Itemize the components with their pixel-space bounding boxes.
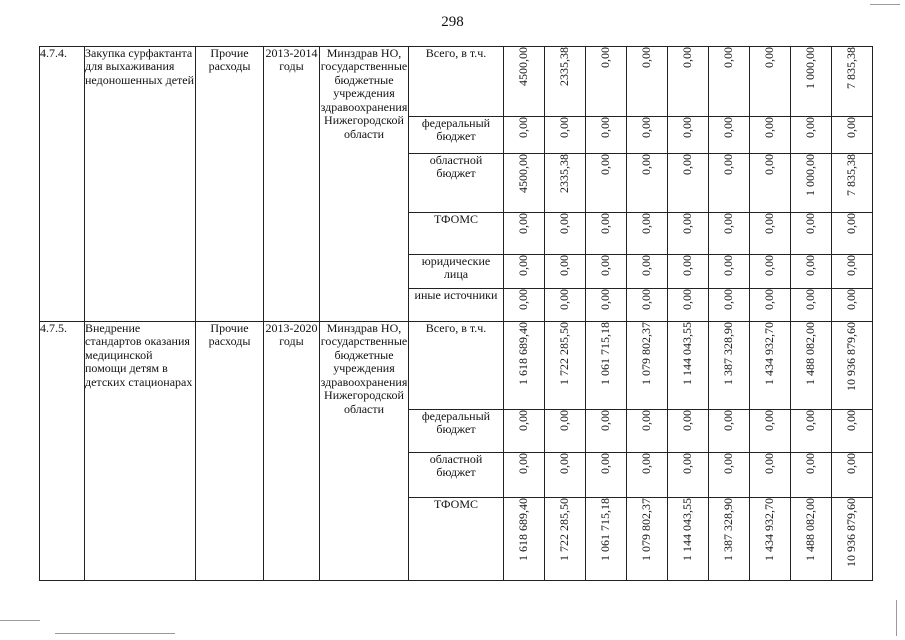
amount-value: 0,00 (639, 117, 654, 138)
amount-cell (832, 154, 873, 213)
amount-cell (668, 322, 709, 410)
funding-source-label: Всего, в т.ч. (409, 47, 504, 117)
amount-value: 0,00 (598, 453, 613, 474)
item-number: 4.7.5. (40, 322, 85, 581)
amount-cell (627, 498, 668, 581)
amount-value: 0,00 (598, 117, 613, 138)
amount-cell (668, 410, 709, 453)
amount-value: 0,00 (721, 213, 736, 234)
amount-cell (545, 213, 586, 255)
amount-value: 0,00 (762, 213, 777, 234)
amount-cell (750, 498, 791, 581)
amount-cell (668, 289, 709, 322)
funding-source-label: ТФОМС (409, 498, 504, 581)
amount-value: 0,00 (598, 255, 613, 276)
amount-cell (832, 117, 873, 154)
amount-value: 1 061 715,18 (598, 322, 613, 385)
amount-cell (709, 289, 750, 322)
amount-value: 10 936 879,60 (844, 322, 859, 391)
scan-edge-mark (870, 4, 900, 5)
amount-value: 0,00 (680, 255, 695, 276)
scan-edge-mark (55, 633, 175, 634)
funding-source-label: федеральный бюджет (409, 117, 504, 154)
amount-cell (586, 117, 627, 154)
amount-value: 1 079 802,37 (639, 322, 654, 385)
amount-cell (586, 289, 627, 322)
amount-cell (668, 453, 709, 498)
amount-cell (750, 213, 791, 255)
amount-cell (750, 289, 791, 322)
amount-cell (832, 289, 873, 322)
amount-cell (627, 289, 668, 322)
amount-value: 0,00 (680, 154, 695, 175)
amount-cell (709, 255, 750, 289)
amount-cell (545, 498, 586, 581)
amount-cell (668, 154, 709, 213)
amount-value: 0,00 (680, 213, 695, 234)
amount-value: 2335,38 (557, 154, 572, 193)
amount-value: 1 387 328,90 (721, 322, 736, 385)
executor: Минздрав НО, государственные бюджетные учреждения здравоохранения Нижегородской области (320, 322, 409, 581)
table-row (40, 47, 873, 117)
amount-value: 0,00 (762, 154, 777, 175)
amount-cell (791, 289, 832, 322)
amount-value: 0,00 (516, 453, 531, 474)
amount-cell (545, 47, 586, 117)
amount-cell (504, 322, 545, 410)
amount-value: 0,00 (557, 255, 572, 276)
amount-value: 0,00 (844, 255, 859, 276)
amount-cell (668, 498, 709, 581)
amount-value: 1 618 689,40 (516, 322, 531, 385)
amount-value: 0,00 (803, 453, 818, 474)
amount-value: 0,00 (844, 410, 859, 431)
amount-value: 0,00 (680, 453, 695, 474)
expense-type: Прочие расходы (196, 47, 264, 322)
amount-cell (627, 255, 668, 289)
amount-value: 0,00 (557, 410, 572, 431)
amount-value: 1 722 285,50 (557, 322, 572, 385)
amount-value: 0,00 (639, 47, 654, 68)
funding-source-label: областной бюджет (409, 154, 504, 213)
amount-value: 0,00 (721, 117, 736, 138)
amount-value: 0,00 (721, 47, 736, 68)
amount-cell (545, 453, 586, 498)
amount-value: 0,00 (680, 410, 695, 431)
amount-value: 1 488 082,00 (803, 498, 818, 561)
amount-cell (709, 117, 750, 154)
amount-value: 4500,00 (516, 154, 531, 193)
amount-cell (750, 453, 791, 498)
amount-cell (832, 213, 873, 255)
amount-cell (668, 117, 709, 154)
amount-value: 0,00 (557, 289, 572, 310)
amount-cell (832, 47, 873, 117)
amount-value: 0,00 (803, 255, 818, 276)
amount-value: 0,00 (639, 154, 654, 175)
amount-cell (791, 117, 832, 154)
table-row (40, 322, 873, 410)
amount-cell (750, 322, 791, 410)
amount-cell (627, 154, 668, 213)
item-name: Внедрение стандартов оказания медицинской помощи детям в детских стационарах (85, 322, 196, 581)
amount-value: 2335,38 (557, 47, 572, 86)
funding-source-label: областной бюджет (409, 453, 504, 498)
amount-cell (545, 117, 586, 154)
amount-cell (627, 213, 668, 255)
amount-value: 0,00 (598, 47, 613, 68)
amount-cell (668, 255, 709, 289)
amount-value: 1 618 689,40 (516, 498, 531, 561)
amount-value: 1 434 932,70 (762, 322, 777, 385)
period: 2013-2020 годы (264, 322, 320, 581)
amount-value: 0,00 (762, 410, 777, 431)
amount-cell (504, 255, 545, 289)
amount-value: 0,00 (598, 213, 613, 234)
amount-value: 0,00 (639, 255, 654, 276)
amount-cell (504, 154, 545, 213)
amount-cell (709, 410, 750, 453)
amount-value: 0,00 (557, 117, 572, 138)
amount-value: 0,00 (516, 213, 531, 234)
funding-source-label: юридические лица (409, 255, 504, 289)
amount-value: 1 079 802,37 (639, 498, 654, 561)
amount-value: 0,00 (516, 289, 531, 310)
amount-value: 0,00 (844, 117, 859, 138)
amount-cell (791, 498, 832, 581)
amount-cell (709, 322, 750, 410)
amount-cell (709, 154, 750, 213)
amount-cell (504, 117, 545, 154)
amount-cell (668, 213, 709, 255)
amount-value: 0,00 (557, 213, 572, 234)
amount-cell (627, 410, 668, 453)
amount-cell (832, 255, 873, 289)
amount-cell (545, 154, 586, 213)
page-number: 298 (441, 14, 464, 30)
amount-cell (586, 255, 627, 289)
amount-value: 0,00 (639, 213, 654, 234)
amount-value: 0,00 (844, 289, 859, 310)
period: 2013-2014 годы (264, 47, 320, 322)
amount-value: 0,00 (803, 117, 818, 138)
amount-value: 0,00 (844, 213, 859, 234)
amount-value: 0,00 (762, 47, 777, 68)
amount-value: 0,00 (721, 255, 736, 276)
amount-value: 7 835,38 (844, 47, 859, 89)
amount-cell (586, 410, 627, 453)
scan-edge-mark (896, 600, 897, 636)
amount-value: 0,00 (803, 289, 818, 310)
amount-cell (504, 47, 545, 117)
amount-cell (750, 117, 791, 154)
scan-edge-mark (0, 620, 40, 621)
amount-cell (668, 47, 709, 117)
funding-source-label: иные источники (409, 289, 504, 322)
amount-value: 1 061 715,18 (598, 498, 613, 561)
amount-value: 0,00 (721, 453, 736, 474)
amount-cell (627, 117, 668, 154)
amount-value: 0,00 (762, 255, 777, 276)
amount-value: 1 000,00 (803, 154, 818, 196)
amount-value: 1 144 043,55 (680, 322, 695, 385)
amount-cell (791, 213, 832, 255)
amount-cell (586, 154, 627, 213)
amount-cell (504, 410, 545, 453)
amount-value: 1 722 285,50 (557, 498, 572, 561)
amount-cell (545, 410, 586, 453)
item-name: Закупка сурфактанта для выхаживания недоношенных детей (85, 47, 196, 322)
amount-value: 0,00 (516, 410, 531, 431)
amount-value: 0,00 (639, 453, 654, 474)
amount-cell (750, 154, 791, 213)
amount-cell (627, 47, 668, 117)
amount-cell (504, 213, 545, 255)
amount-cell (709, 498, 750, 581)
amount-cell (545, 322, 586, 410)
amount-value: 0,00 (721, 410, 736, 431)
amount-cell (791, 453, 832, 498)
amount-cell (586, 47, 627, 117)
amount-cell (750, 410, 791, 453)
amount-cell (586, 322, 627, 410)
amount-value: 0,00 (762, 453, 777, 474)
amount-value: 0,00 (557, 453, 572, 474)
amount-cell (791, 47, 832, 117)
funding-source-label: федеральный бюджет (409, 410, 504, 453)
amount-cell (627, 453, 668, 498)
amount-cell (791, 255, 832, 289)
amount-cell (504, 289, 545, 322)
amount-value: 0,00 (680, 289, 695, 310)
amount-value: 0,00 (721, 154, 736, 175)
amount-cell (586, 453, 627, 498)
executor: Минздрав НО, государственные бюджетные учреждения здравоохранения Нижегородской области (320, 47, 409, 322)
amount-value: 0,00 (639, 289, 654, 310)
amount-value: 0,00 (803, 410, 818, 431)
amount-value: 0,00 (762, 117, 777, 138)
amount-value: 1 387 328,90 (721, 498, 736, 561)
item-number: 4.7.4. (40, 47, 85, 322)
amount-value: 0,00 (639, 410, 654, 431)
amount-cell (791, 410, 832, 453)
amount-cell (791, 154, 832, 213)
budget-table (39, 46, 873, 581)
amount-cell (504, 453, 545, 498)
funding-source-label: ТФОМС (409, 213, 504, 255)
amount-value: 0,00 (598, 410, 613, 431)
amount-value: 10 936 879,60 (844, 498, 859, 567)
amount-value: 0,00 (721, 289, 736, 310)
expense-type: Прочие расходы (196, 322, 264, 581)
amount-value: 0,00 (762, 289, 777, 310)
amount-value: 0,00 (516, 117, 531, 138)
amount-cell (750, 255, 791, 289)
amount-cell (709, 47, 750, 117)
amount-value: 0,00 (516, 255, 531, 276)
amount-cell (832, 498, 873, 581)
amount-cell (750, 47, 791, 117)
amount-cell (832, 322, 873, 410)
amount-cell (545, 289, 586, 322)
amount-value: 0,00 (803, 213, 818, 234)
amount-cell (545, 255, 586, 289)
amount-value: 1 434 932,70 (762, 498, 777, 561)
amount-value: 0,00 (598, 289, 613, 310)
amount-cell (832, 410, 873, 453)
amount-value: 0,00 (598, 154, 613, 175)
amount-cell (709, 453, 750, 498)
amount-cell (586, 498, 627, 581)
amount-cell (504, 498, 545, 581)
amount-value: 4500,00 (516, 47, 531, 86)
amount-value: 0,00 (680, 47, 695, 68)
amount-value: 1 488 082,00 (803, 322, 818, 385)
amount-value: 7 835,38 (844, 154, 859, 196)
funding-source-label: Всего, в т.ч. (409, 322, 504, 410)
amount-cell (791, 322, 832, 410)
amount-cell (586, 213, 627, 255)
amount-value: 1 000,00 (803, 47, 818, 89)
amount-value: 1 144 043,55 (680, 498, 695, 561)
amount-cell (832, 453, 873, 498)
amount-cell (709, 213, 750, 255)
amount-cell (627, 322, 668, 410)
amount-value: 0,00 (844, 453, 859, 474)
amount-value: 0,00 (680, 117, 695, 138)
